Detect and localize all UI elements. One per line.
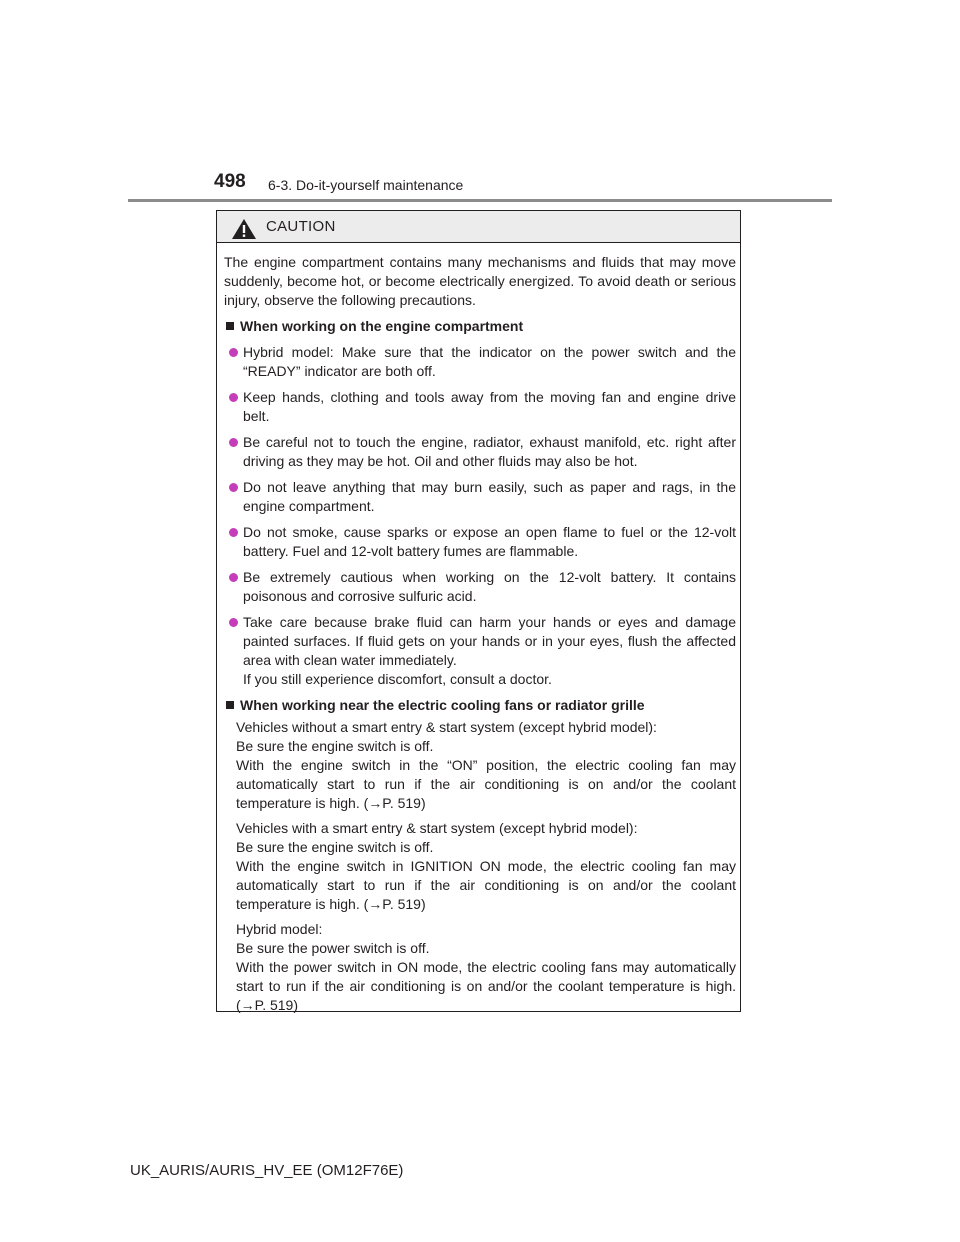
paragraph-line: With the power switch in ON mode, the electric cooling fans may automatically start to run if the air conditioning is on and/or the coolant temperature is high. (→P. 519)	[236, 959, 736, 1013]
caution-label: CAUTION	[266, 218, 336, 235]
list-item-text-followup: If you still experience discomfort, consult a doctor.	[243, 671, 552, 687]
caution-box	[216, 210, 741, 1012]
list-item	[224, 343, 736, 381]
paragraph-line: Hybrid model:	[236, 921, 323, 937]
list-item	[224, 523, 736, 561]
section-heading-engine-compartment	[224, 317, 736, 336]
paragraph-line: Be sure the engine switch is off.	[236, 839, 434, 855]
bullet-dot-icon	[229, 348, 238, 357]
paragraph-without-smart-entry	[224, 718, 736, 813]
section-heading-text: When working on the engine compartment	[240, 318, 524, 334]
list-item	[224, 433, 736, 471]
paragraph-line: With the engine switch in IGNITION ON mode, the electric cooling fan may automatically start to run if the air conditioning is on and/or the coolant temperature is high. (→P. 519)	[236, 858, 736, 912]
caution-intro: The engine compartment contains many mechanisms and fluids that may move suddenly, become hot, or become electrically energized. To avoid death or serious injury, observe the following precautions.	[224, 254, 736, 308]
caution-header	[217, 211, 740, 243]
list-item	[224, 478, 736, 516]
square-bullet-icon	[226, 322, 234, 330]
paragraph-line: Be sure the power switch is off.	[236, 940, 430, 956]
list-item-text: Be careful not to touch the engine, radiator, exhaust manifold, etc. right after driving as they may be hot. Oil and other fluids may also be hot.	[243, 434, 736, 469]
list-item-text: Keep hands, clothing and tools away from the moving fan and engine drive belt.	[243, 389, 736, 424]
warning-triangle-icon	[231, 218, 257, 240]
list-item-text: Be extremely cautious when working on the 12-volt battery. It contains poisonous and corrosive sulfuric acid.	[243, 569, 736, 604]
list-item-text: Hybrid model: Make sure that the indicator on the power switch and the “READY” indicator are both off.	[243, 344, 736, 379]
bullet-dot-icon	[229, 393, 238, 402]
paragraph-line: With the engine switch in the “ON” position, the electric cooling fan may automatically start to run if the air conditioning is on and/or the coolant temperature is high. (→P. 519)	[236, 757, 736, 811]
list-item-text: Take care because brake fluid can harm your hands or eyes and damage painted surfaces. If fluid gets on your hands or in your eyes, flush the affected area with clean water immediately.	[243, 614, 736, 668]
bullet-dot-icon	[229, 438, 238, 447]
bullet-dot-icon	[229, 483, 238, 492]
paragraph-line: Vehicles with a smart entry & start system (except hybrid model):	[236, 820, 638, 836]
list-item-text: Do not leave anything that may burn easily, such as paper and rags, in the engine compartment.	[243, 479, 736, 514]
list-item	[224, 613, 736, 689]
paragraph-line: Vehicles without a smart entry & start system (except hybrid model):	[236, 719, 657, 735]
page-number: 498	[214, 171, 246, 192]
paragraph-line: Be sure the engine switch is off.	[236, 738, 434, 754]
list-item-text: Do not smoke, cause sparks or expose an open flame to fuel or the 12-volt battery. Fuel and 12-volt battery fumes are flammable.	[243, 524, 736, 559]
header-rule	[128, 199, 832, 202]
document-footer-id: UK_AURIS/AURIS_HV_EE (OM12F76E)	[130, 1162, 404, 1179]
list-item	[224, 388, 736, 426]
section-title: 6-3. Do-it-yourself maintenance	[268, 177, 464, 193]
bullet-dot-icon	[229, 618, 238, 627]
bullet-dot-icon	[229, 573, 238, 582]
section-heading-cooling-fans	[224, 696, 736, 715]
paragraph-hybrid-model	[224, 920, 736, 1015]
section-heading-text: When working near the electric cooling fans or radiator grille	[240, 697, 645, 713]
bullet-dot-icon	[229, 528, 238, 537]
list-item	[224, 568, 736, 606]
square-bullet-icon	[226, 701, 234, 709]
paragraph-with-smart-entry	[224, 819, 736, 914]
caution-content	[224, 253, 736, 1015]
